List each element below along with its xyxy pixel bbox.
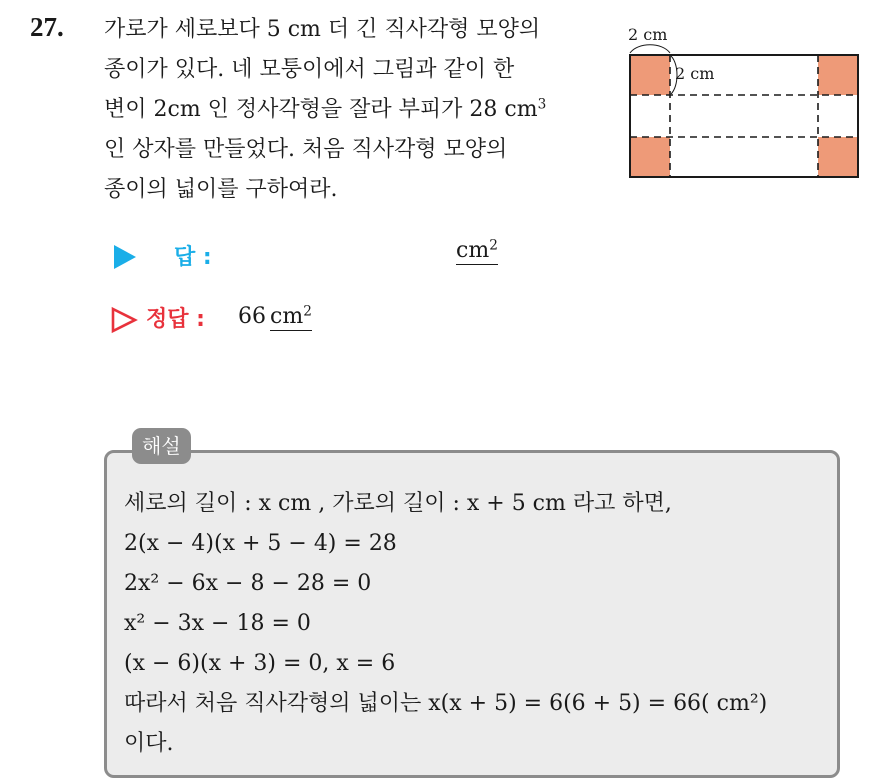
correct-answer-label: 정답 : (146, 307, 205, 332)
correct-answer-value-group (238, 304, 312, 329)
correct-answer-value: 66 (238, 304, 266, 329)
solution-line: 2(x − 4)(x + 5 − 4) = 28 (124, 531, 397, 556)
solution-line: x² − 3x − 18 = 0 (124, 611, 311, 636)
play-triangle-icon (112, 244, 138, 270)
corner-square-bottom-left (630, 137, 670, 177)
answer-label: 답 : (174, 245, 212, 270)
question-line (104, 90, 624, 130)
outline-triangle-icon (110, 306, 138, 334)
question-number: 27. (30, 12, 64, 42)
volume-exponent: 3 (537, 96, 547, 113)
solution-line: 이다. (124, 731, 174, 756)
question-line: 가로가 세로보다 5 cm 더 긴 직사각형 모양의 (104, 17, 541, 42)
width-bracket (630, 45, 670, 53)
top-dimension-label: 2 cm (628, 25, 668, 44)
question-text (104, 10, 624, 210)
question-line: 종이의 넓이를 구하여라. (104, 177, 338, 202)
answer-unit-exponent: 2 (489, 237, 498, 254)
corner-square-bottom-right (818, 137, 858, 177)
solution-line: (x − 6)(x + 3) = 0, x = 6 (124, 651, 396, 676)
solution-line: 2x² − 6x − 8 − 28 = 0 (124, 571, 372, 596)
question-line: 종이가 있다. 네 모퉁이에서 그림과 같이 한 (104, 57, 515, 82)
side-dimension-label: 2 cm (675, 64, 715, 83)
correct-answer-unit-exponent: 2 (303, 303, 312, 320)
solution-text (124, 484, 767, 764)
box-net-figure (622, 20, 868, 186)
correct-answer-row (108, 300, 528, 344)
corner-square-top-left (630, 55, 670, 95)
question-line: 인 상자를 만들었다. 처음 직사각형 모양의 (104, 137, 508, 162)
question-line-text: 변이 2cm 인 정사각형을 잘라 부피가 28 cm (104, 97, 538, 122)
corner-square-top-right (818, 55, 858, 95)
answer-unit (456, 238, 498, 265)
answer-unit-text: cm (456, 238, 490, 263)
solution-tag: 해설 (132, 428, 191, 464)
correct-answer-unit-text: cm (270, 304, 304, 329)
solution-line: 세로의 길이 : x cm , 가로의 길이 : x + 5 cm 라고 하면, (124, 491, 672, 516)
solution-line: 따라서 처음 직사각형의 넓이는 x(x + 5) = 6(6 + 5) = 66( cm²) (124, 691, 768, 716)
correct-answer-unit (270, 304, 312, 331)
answer-row (108, 236, 528, 280)
